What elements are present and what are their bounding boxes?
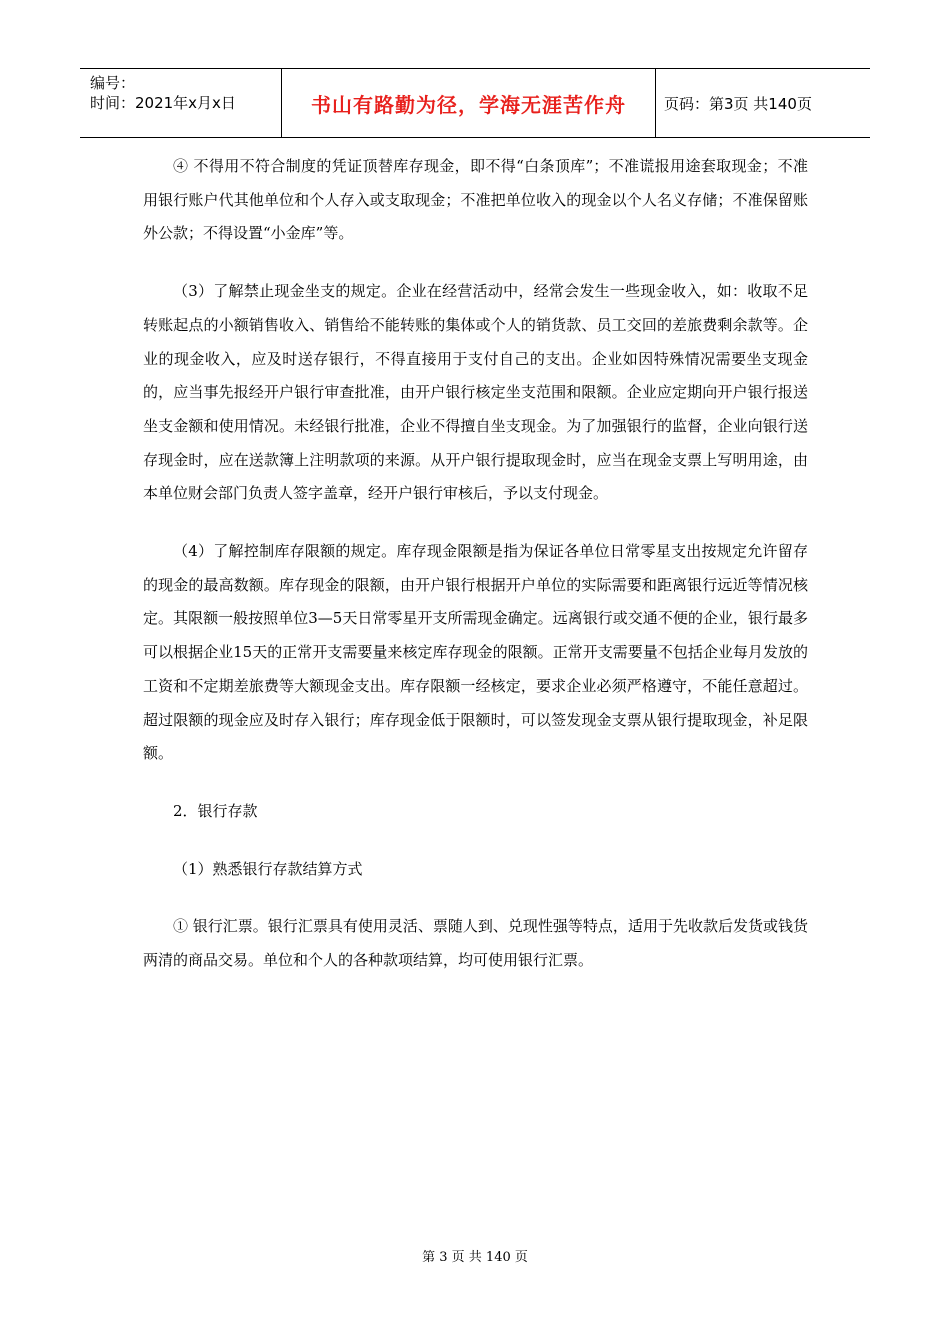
paragraph-bank-draft: ① 银行汇票。银行汇票具有使用灵活、票随人到、兑现性强等特点，适用于先收款后发货或钱货两清的商品交易。单位和个人的各种款项结算，均可使用银行汇票。 [143, 917, 808, 970]
document-number-label: 编号： [90, 74, 136, 92]
paragraph-no-sitting-payment: （3）了解禁止现金坐支的规定。企业在经营活动中，经常会发生一些现金收入，如：收取不足转账起点的小额销售收入、销售给不能转账的集体或个人的销货款、员工交回的差旅费剩余款等。企业的现金收入，应及时送存银行，不得直接用于支付自己的支出。企业如因特殊情况需要坐支现金的，应当事先报经开户银行审查批准，由开户银行核定坐支范围和限额。企业应定期向开户银行报送坐支金额和使用情况。未经银行批准，企业不得擅自坐支现金。为了加强银行的监督，企业向银行送存现金时，应在送款簿上注明款项的来源。从开户银行提取现金时，应当在现金支票上写明用途，由本单位财会部门负责人签字盖章，经开户银行审核后，予以支付现金。 [143, 282, 808, 503]
header-page-info: 页码：第3页 共140页 [664, 94, 812, 113]
subsection-heading-settlement: （1）熟悉银行存款结算方式 [173, 859, 363, 878]
document-body [143, 150, 808, 1002]
header-motto: 书山有路勤为径，学海无涯苦作舟 [311, 92, 626, 117]
section-heading-bank-deposit: 2．银行存款 [173, 801, 258, 820]
paragraph-cash-limit: （4）了解控制库存限额的规定。库存现金限额是指为保证各单位日常零星支出按规定允许留存的现金的最高数额。库存现金的限额，由开户银行根据开户单位的实际需要和距离银行远近等情况核定。其限额一般按照单位3—5天日常零星开支所需现金确定。远离银行或交通不便的企业，银行最多可以根据企业15天的正常开支需要量来核定库存现金的限额。正常开支需要量不包括企业每月发放的工资和不定期差旅费等大额现金支出。库存限额一经核定，要求企业必须严格遵守，不能任意超过。超过限额的现金应及时存入银行；库存现金低于限额时，可以签发现金支票从银行提取现金，补足限额。 [143, 542, 808, 763]
page-header [80, 68, 870, 138]
header-motto-cell [282, 69, 656, 137]
document-time-label: 时间：2021年x月x日 [90, 94, 236, 112]
header-meta [80, 69, 282, 137]
paragraph-cash-prohibitions: ④ 不得用不符合制度的凭证顶替库存现金，即不得“白条顶库”；不准谎报用途套取现金；不准用银行账户代其他单位和个人存入或支取现金；不准把单位收入的现金以个人名义存储；不准保留账外公款；不得设置“小金库”等。 [143, 157, 808, 243]
page-footer: 第 3 页 共 140 页 [422, 1250, 528, 1265]
